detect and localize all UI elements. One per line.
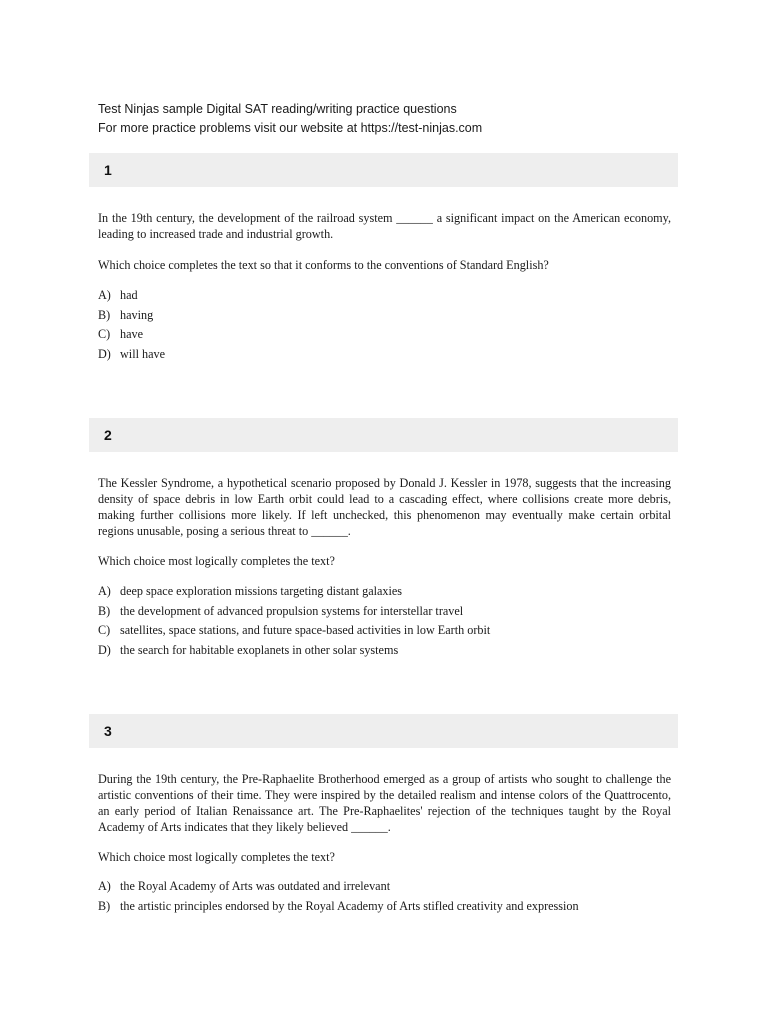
- choice-letter: A): [98, 584, 111, 598]
- answer-choice[interactable]: [98, 345, 165, 365]
- choice-text: the search for habitable exoplanets in other solar systems: [120, 642, 399, 657]
- choice-text: the Royal Academy of Arts was outdated and irrelevant: [120, 879, 391, 893]
- answer-choice[interactable]: [98, 325, 165, 345]
- answer-choice[interactable]: [98, 582, 490, 602]
- question-passage: In the 19th century, the development of the railroad system ______ a significant impact on the American economy, leading to increased trade and industrial growth.: [98, 211, 671, 241]
- choice-text: satellites, space stations, and future space-based activities in low Earth orbit: [120, 623, 491, 637]
- choice-text: the artistic principles endorsed by the Royal Academy of Arts stifled creativity and expression: [120, 898, 579, 913]
- header-title: Test Ninjas sample Digital SAT reading/writing practice questions: [98, 102, 457, 116]
- answer-choice[interactable]: [98, 621, 490, 641]
- choice-letter: A): [98, 879, 111, 893]
- answer-choices: [98, 582, 490, 660]
- question-number-bar: [89, 418, 678, 452]
- choice-text: deep space exploration missions targeting distant galaxies: [120, 584, 403, 598]
- answer-choice[interactable]: [98, 286, 165, 306]
- choice-text: having: [120, 307, 154, 322]
- document-header: [98, 100, 482, 138]
- question-passage: The Kessler Syndrome, a hypothetical scenario proposed by Donald J. Kessler in 1978, suggests that the increasing density of space debris in low Earth orbit could lead to a cascading effect, where collisions create more debris, making further collisions more likely. If left unchecked, this phenomenon may eventually make certain orbital regions unusable, posing a serious threat to ______.: [98, 476, 671, 538]
- question-prompt: Which choice most logically completes the text?: [98, 554, 335, 568]
- answer-choice[interactable]: [98, 877, 579, 897]
- choice-letter: D): [98, 346, 111, 361]
- choice-letter: B): [98, 307, 111, 322]
- choice-text: the development of advanced propulsion systems for interstellar travel: [120, 603, 464, 618]
- answer-choices: [98, 286, 165, 364]
- choice-letter: B): [98, 898, 111, 913]
- question-number: 1: [104, 162, 112, 178]
- question-number-bar: [89, 714, 678, 748]
- question-number: 2: [104, 427, 112, 443]
- answer-choice[interactable]: [98, 602, 490, 622]
- choice-text: have: [120, 327, 144, 341]
- header-website-line: For more practice problems visit our website at https://test-ninjas.com: [98, 121, 483, 135]
- question-number-bar: [89, 153, 678, 187]
- question-prompt: Which choice most logically completes the text?: [98, 850, 335, 864]
- answer-choice[interactable]: [98, 306, 165, 326]
- choice-letter: A): [98, 288, 111, 302]
- choice-letter: C): [98, 327, 111, 341]
- choice-letter: C): [98, 623, 111, 637]
- question-prompt: Which choice completes the text so that it conforms to the conventions of Standard English?: [98, 258, 549, 272]
- choice-letter: D): [98, 642, 111, 657]
- question-passage: During the 19th century, the Pre-Raphaelite Brotherhood emerged as a group of artists who sought to challenge the artistic conventions of their time. They were inspired by the detailed realism and intense colors of the Quattrocento, an early period of Italian Renaissance art. The Pre-Raphaelites' rejection of the techniques taught by the Royal Academy of Arts indicates that they likely believed ______.: [98, 772, 671, 834]
- answer-choice[interactable]: [98, 897, 579, 917]
- question-number: 3: [104, 723, 112, 739]
- choice-text: will have: [120, 346, 166, 361]
- choice-text: had: [120, 288, 138, 302]
- answer-choice[interactable]: [98, 641, 490, 661]
- choice-letter: B): [98, 603, 111, 618]
- answer-choices: [98, 877, 579, 916]
